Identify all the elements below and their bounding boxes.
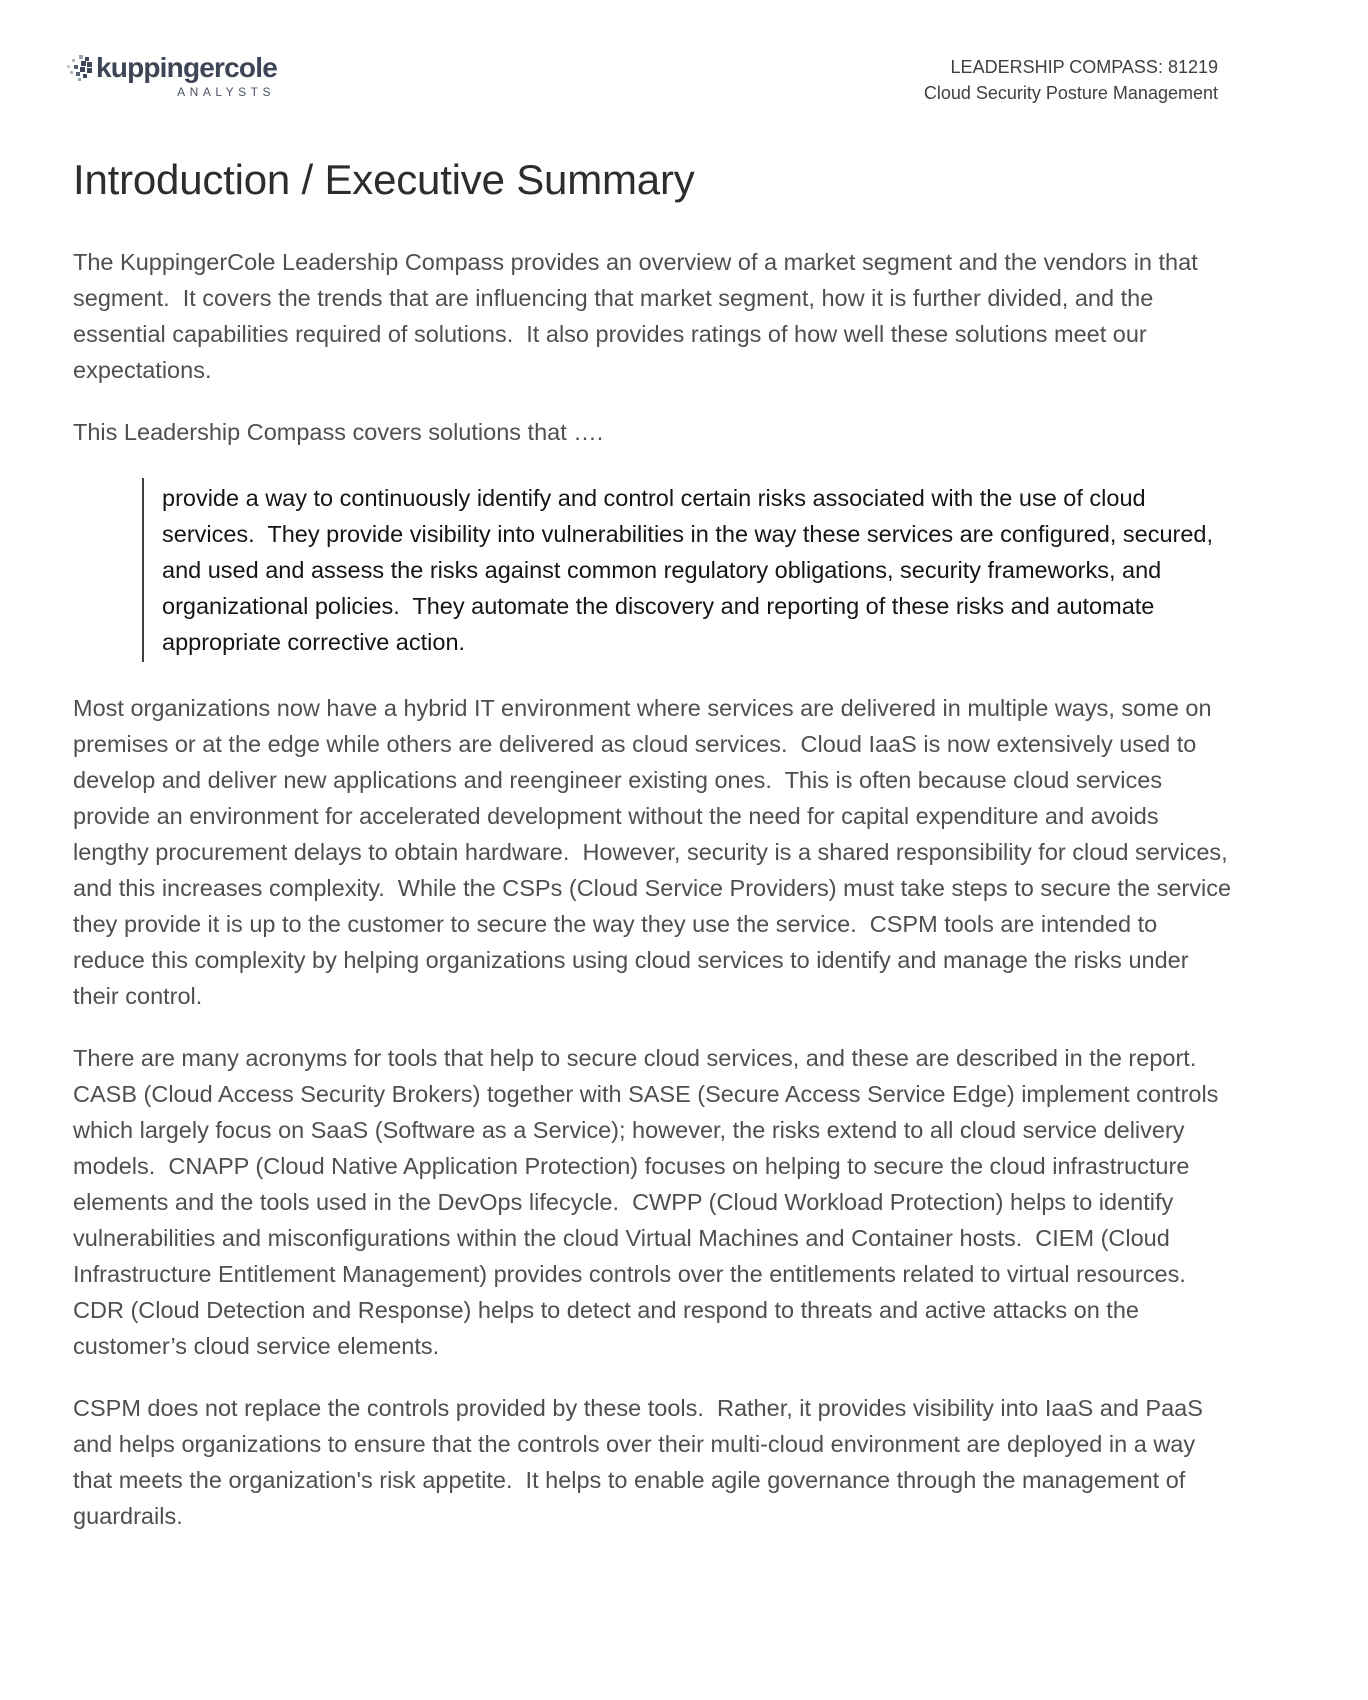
document-subtitle: Cloud Security Posture Management [923,83,1218,103]
document-meta [924,54,1218,106]
paragraph-acronyms: There are many acronyms for tools that help to secure cloud services, and these are described in the report. CASB (Cloud Access Security Brokers) together with SASE (Secure Access Service Edge) implement controls which largely focus on SaaS (Software as a Service); however, the risks extend to all cloud service delivery models. CNAPP (Cloud Native Application Protection) focuses on helping to secure the cloud infrastructure elements and the tools used in the DevOps lifecycle. CWPP (Cloud Workload Protection) helps to identify vulnerabilities and misconfigurations within the cloud Virtual Machines and Container hosts. CIEM (Cloud Infrastructure Entitlement Management) provides controls over the entitlements related to virtual resources. CDR (Cloud Detection and Response) helps to detect and respond to threats and active attacks on the customer’s cloud service elements. [73,1045,1225,1360]
paragraph-hybrid-it: Most organizations now have a hybrid IT environment where services are delivered in multiple ways, some on premises or at the edge while others are delivered as cloud services. Cloud IaaS is now extensively used to develop and deliver new applications and reengineer existing ones. This is often because cloud services provide an environment for accelerated development without the need for capital expenditure and avoids lengthy procurement delays to obtain hardware. However, security is a shared responsibility for cloud services, and this increases complexity. While the CSPs (Cloud Service Providers) must take steps to secure the service they provide it is up to the customer to secure the way they use the service. CSPM tools are intended to reduce this complexity by helping organizations using cloud services to identify and manage the risks under their control. [73,695,1238,1010]
logo-brand-text: kuppingercole [96,52,277,83]
document-body [73,156,1238,1560]
document-type-label: LEADERSHIP COMPASS: 81219 [950,57,1218,77]
paragraph-lead-in: This Leadership Compass covers solutions that …. [73,419,604,446]
logo-pixel-burst-icon [66,54,93,82]
paragraph-overview: The KuppingerCole Leadership Compass provides an overview of a market segment and the vendors in that segment. It covers the trends that are influencing that market segment, how it is further divided, and the essential capabilities required of solutions. It also provides ratings of how well these solutions meet our expectations. [73,249,1205,384]
definition-blockquote: provide a way to continuously identify and control certain risks associated with the use of cloud services. They provide visibility into vulnerabilities in the way these services are configured, secured, and used and assess the risks against common regulatory obligations, security frameworks, and organizational policies. They automate the discovery and reporting of these risks and automate appropriate corrective action. [142,478,1230,662]
logo-wordmark-row [66,52,277,84]
paragraph-cspm-role: CSPM does not replace the controls provided by these tools. Rather, it provides visibility into IaaS and PaaS and helps organizations to ensure that the controls over their multi-cloud environment are deployed in a way that meets the organization's risk appetite. It helps to enable agile governance through the management of guardrails. [73,1395,1210,1530]
page-title: Introduction / Executive Summary [73,156,695,203]
kuppingercole-logo [66,52,277,99]
logo-tagline: ANALYSTS [177,85,275,99]
